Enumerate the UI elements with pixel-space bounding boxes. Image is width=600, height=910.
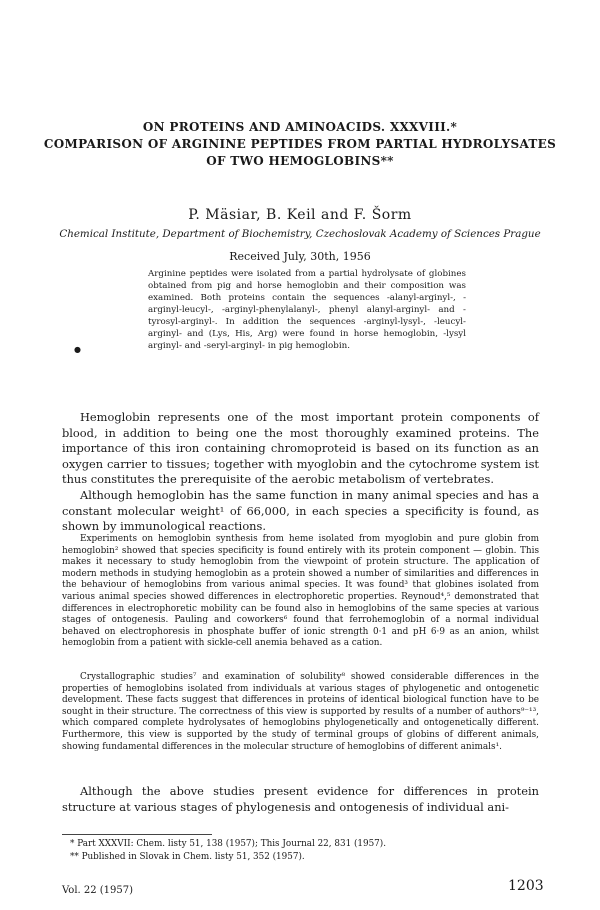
title-line-2: COMPARISON OF ARGININE PEPTIDES FROM PARTIAL HYDROLYSATES — [43, 137, 557, 151]
paragraph-2: Although hemoglobin has the same function in many animal species and has a constant molecular weight¹ of 66,000, in each species a specificity is found, as shown by immunological reactions. — [62, 488, 539, 534]
paragraph-5: Although the above studies present evidence for differences in protein structure at various stages of phylogenesis and ontogenesis of individual ani- — [62, 784, 539, 814]
affiliation: Chemical Institute, Department of Biochemistry, Czechoslovak Academy of Sciences Prague — [59, 228, 541, 240]
paragraph-3: Experiments on hemoglobin synthesis from heme isolated from myoglobin and pure globin from hemoglobin² showed that species specificity is found entirely with its protein component — globin. This makes it necessary to study hemoglobin from the viewpoint of protein structure. The application of modern methods in studying hemoglobin as a protein showed a number of similarities and differences in the behaviour of hemoglobins from various animal species. It was found³ that globines isolated from various animal species showed differences in electrophoretic properties. Reynoud⁴,⁵ demonstrated that differences in electrophoretic mobility can be found also in hemoglobins of the same species at various stages of ontogenesis. Pauling and coworkers⁶ found that ferrohemoglobin of a normal individual behaved on electrophoresis in phosphate buffer of ionic strength 0·1 and pH 6·9 as an anion, whilst hemoglobin from a patient with sickle-cell anemia behaved as a cation. — [62, 534, 539, 649]
title-line-3: OF TWO HEMOGLOBINS** — [206, 154, 394, 168]
bullet-mark: ● — [74, 345, 81, 354]
page-number: 1203 — [508, 878, 544, 894]
paragraph-4: Crystallographic studies⁷ and examination of solubility⁸ showed considerable differences in the properties of hemoglobins isolated from individuals at various stages of phylogenetic and ontogenetic development. These facts suggest that differences in proteins of identical biological function have to be sought in their structure. The correctness of this view is supported by results of a number of authors⁹⁻¹³, which compared complete hydrolysates of hemoglobins phylogenetically and ontogenetically different. Furthermore, this view is supported by the study of terminal groups of globins of different animals, showing fundamental differences in the molecular structure of hemoglobins of different animals¹. — [62, 672, 539, 752]
footnote-1: * Part XXXVII: Chem. listy 51, 138 (1957); This Journal 22, 831 (1957). — [70, 839, 387, 849]
volume-info: Vol. 22 (1957) — [62, 885, 134, 896]
title-line-1: ON PROTEINS AND AMINOACIDS. XXXVIII.* — [142, 120, 458, 134]
footnote-rule — [62, 834, 212, 835]
received-date: Received July, 30th, 1956 — [229, 250, 371, 263]
paragraph-1: Hemoglobin represents one of the most important protein components of blood, in addition to being one the most thoroughly examined proteins. The importance of this iron containing chromoproteid is based on its function as an oxygen carrier to tissues; together with myoglobin and the cytochrome system ist thus constitutes the prerequisite of the aerobic metabolism of vertebrates. — [62, 410, 539, 487]
authors: P. Mäsiar, B. Keil and F. Šorm — [188, 207, 412, 223]
footnote-2: ** Published in Slovak in Chem. listy 51, 352 (1957). — [70, 852, 305, 862]
abstract: Arginine peptides were isolated from a partial hydrolysate of globines obtained from pig and horse hemoglobin and their composition was examined. Both proteins contain the sequences -alanyl-arginyl-, -arginyl-leucyl-, -arginyl-phenylalanyl-, phenyl alanyl-arginyl- and -tyrosyl-arginyl-. In addition the sequences -arginyl-lysyl-, -leucyl-arginyl- and (Lys, His, Arg) were found in horse hemoglobin, -lysyl arginyl- and -seryl-arginyl- in pig hemoglobin. — [148, 269, 466, 351]
